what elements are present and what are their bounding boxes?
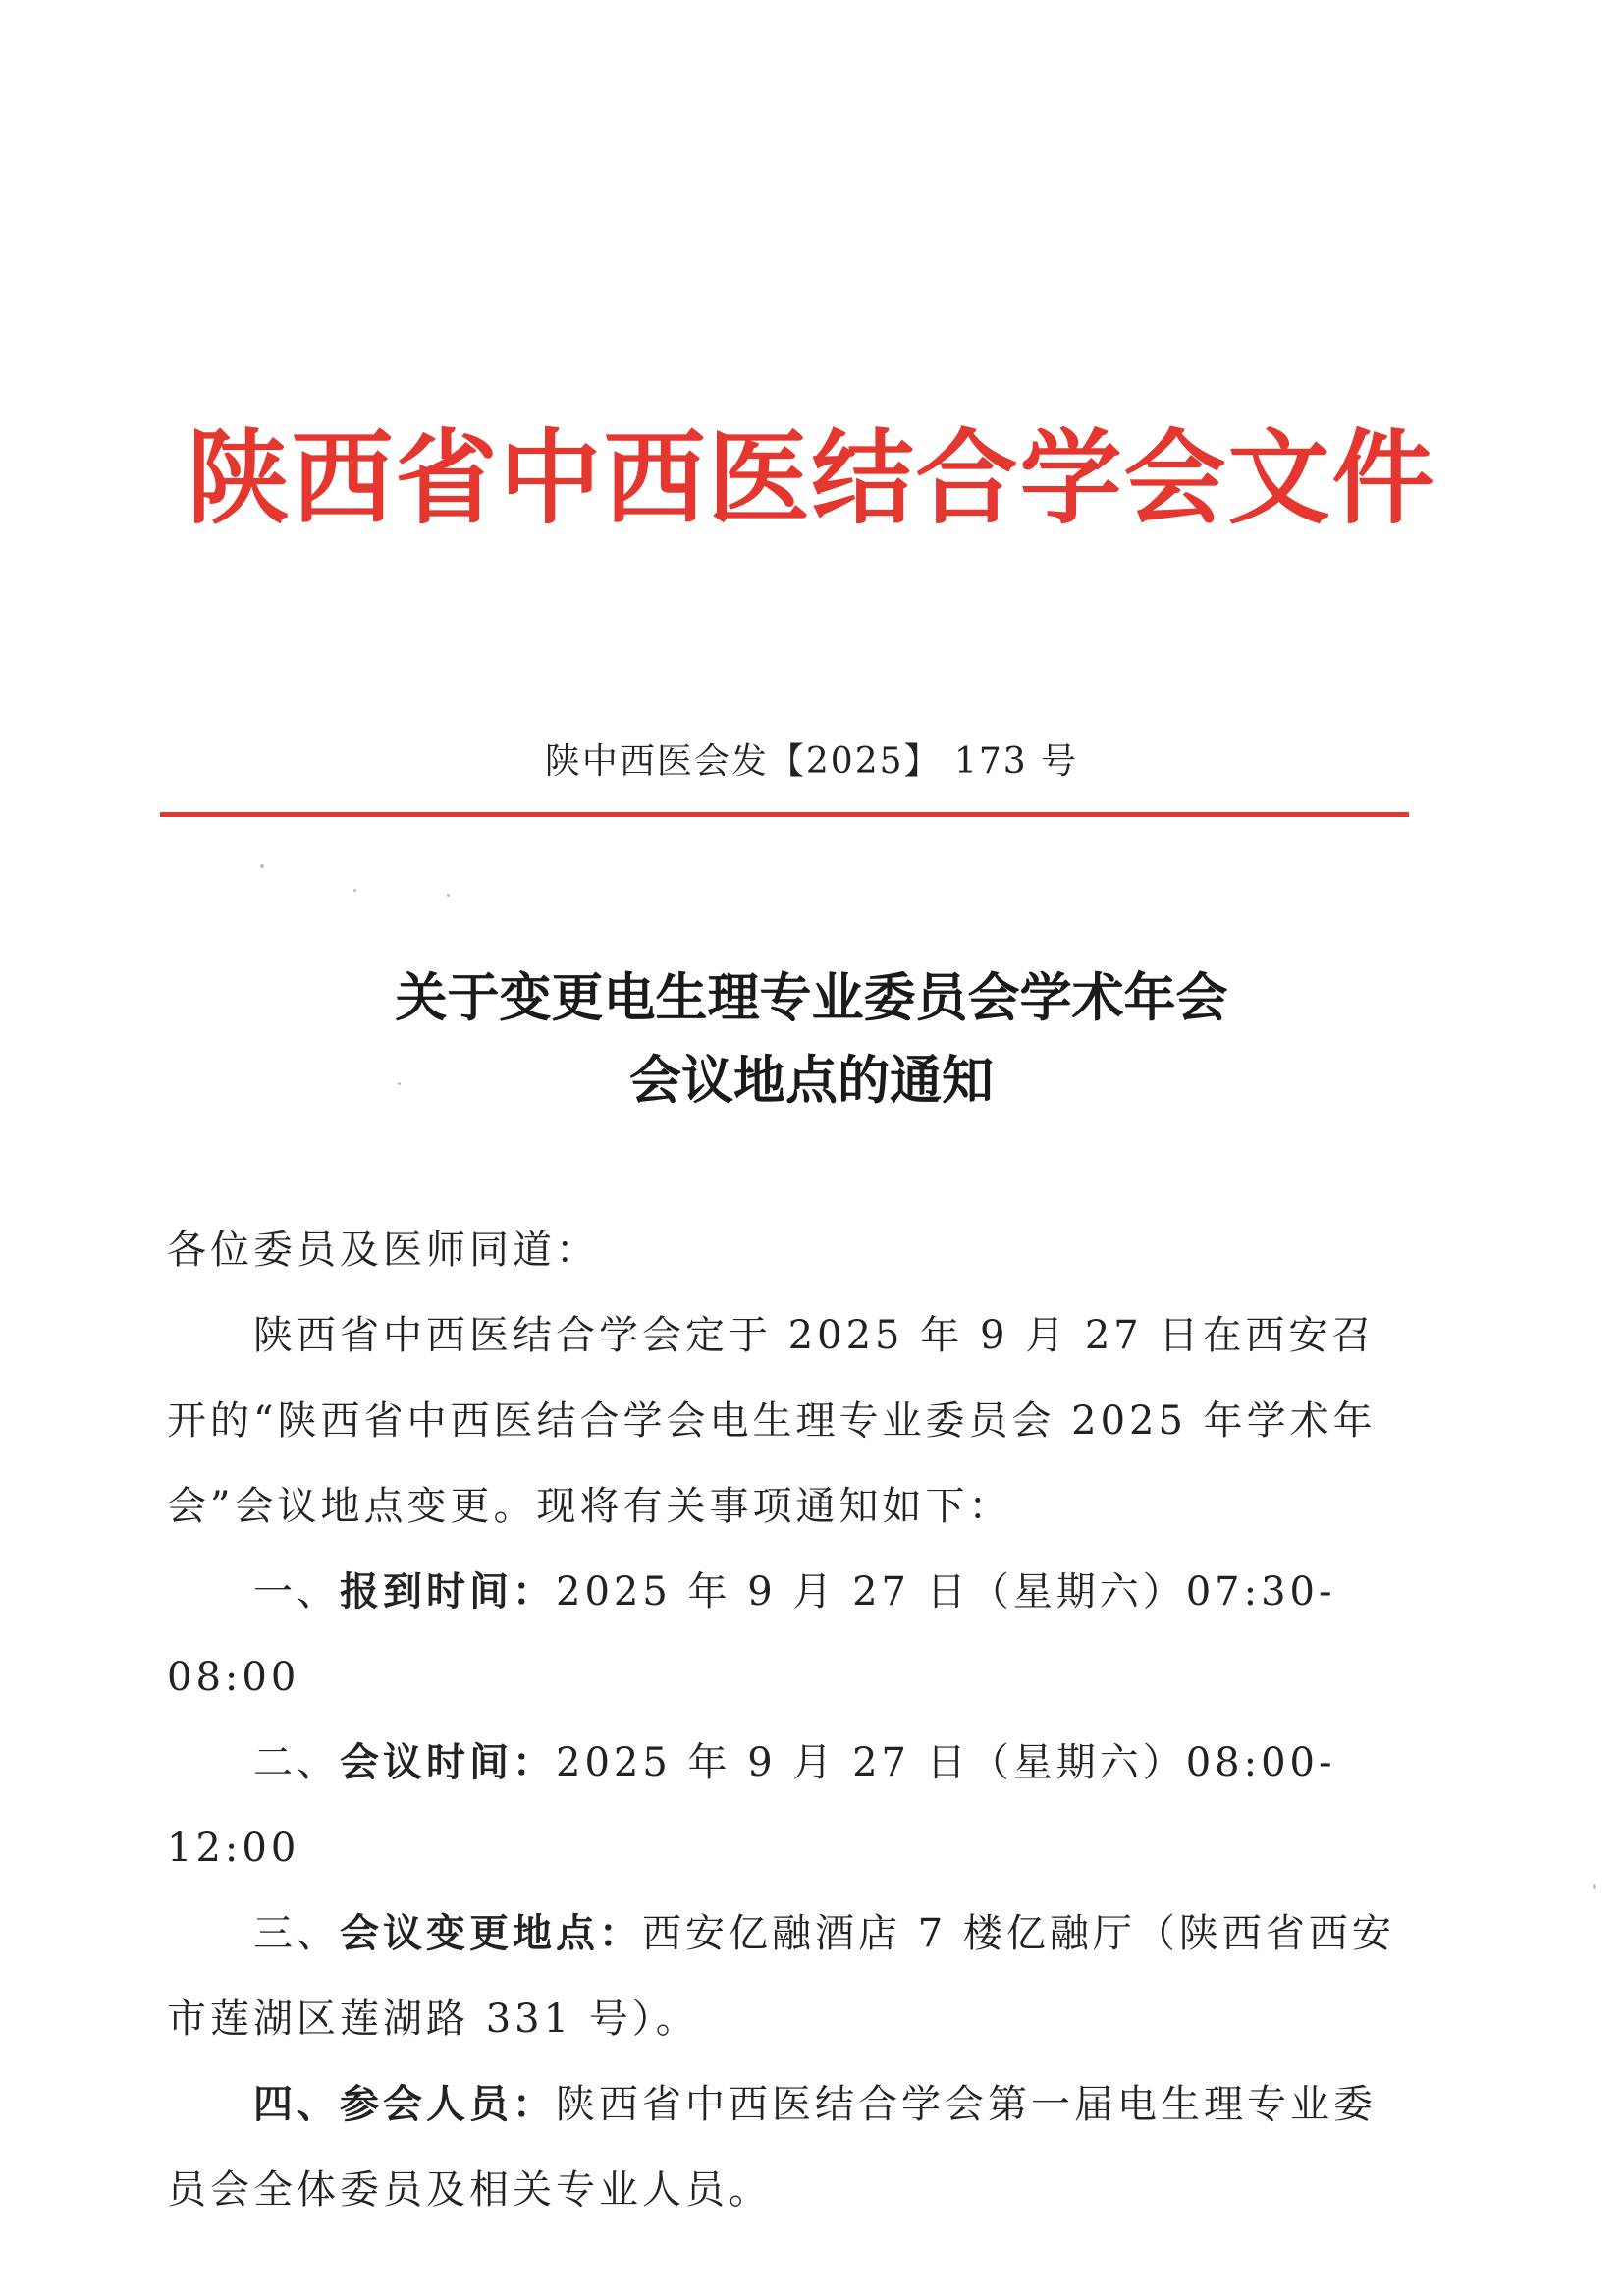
item-attendees bbox=[167, 2062, 1409, 2233]
red-divider-line bbox=[160, 812, 1409, 817]
notice-title-line-2: 会议地点的通知 bbox=[629, 1051, 994, 1111]
scan-speck bbox=[353, 889, 356, 892]
item-prefix: 一、 bbox=[253, 1569, 340, 1614]
notice-title bbox=[0, 957, 1623, 1122]
scan-speck bbox=[398, 1082, 401, 1085]
scan-speck bbox=[260, 864, 264, 868]
item-label: 会议变更地点： bbox=[340, 1911, 642, 1956]
item-label: 参会人员： bbox=[340, 2082, 556, 2127]
organization-header-title: 陕西省中西医结合学会文件 bbox=[187, 417, 1436, 538]
item-text: 2025 年 9 月 27 日（星期六）07:30-08:00 bbox=[167, 1569, 1336, 1700]
document-number: 陕中西医会发【2025】 173 号 bbox=[544, 741, 1079, 782]
scan-speck bbox=[1593, 1884, 1596, 1889]
item-checkin-time bbox=[167, 1550, 1409, 1721]
item-prefix: 二、 bbox=[253, 1740, 340, 1785]
salutation: 各位委员及医师同道： bbox=[167, 1228, 599, 1273]
item-prefix: 四、 bbox=[253, 2082, 340, 2127]
item-new-venue bbox=[167, 1891, 1409, 2062]
item-label: 报到时间： bbox=[340, 1569, 556, 1614]
item-text: 西安亿融酒店 7 楼亿融厅（陕西省西安市莲湖区莲湖路 331 号）。 bbox=[167, 1911, 1395, 2042]
intro-paragraph: 陕西省中西医结合学会定于 2025 年 9 月 27 日在西安召开的“陕西省中西医结合学会电生理专业委员会 2025 年学术年会”会议地点变更。现将有关事项通知如下： bbox=[167, 1313, 1377, 1529]
notice-title-line-1: 关于变更电生理专业委员会学术年会 bbox=[395, 968, 1228, 1028]
scan-speck bbox=[447, 894, 450, 897]
item-prefix: 三、 bbox=[253, 1911, 340, 1956]
notice-body bbox=[167, 1208, 1409, 2233]
item-text: 陕西省中西医结合学会第一届电生理专业委员会全体委员及相关专业人员。 bbox=[167, 2082, 1377, 2213]
item-label: 会议时间： bbox=[340, 1740, 556, 1785]
item-meeting-time bbox=[167, 1721, 1409, 1891]
item-text: 2025 年 9 月 27 日（星期六）08:00-12:00 bbox=[167, 1740, 1336, 1871]
